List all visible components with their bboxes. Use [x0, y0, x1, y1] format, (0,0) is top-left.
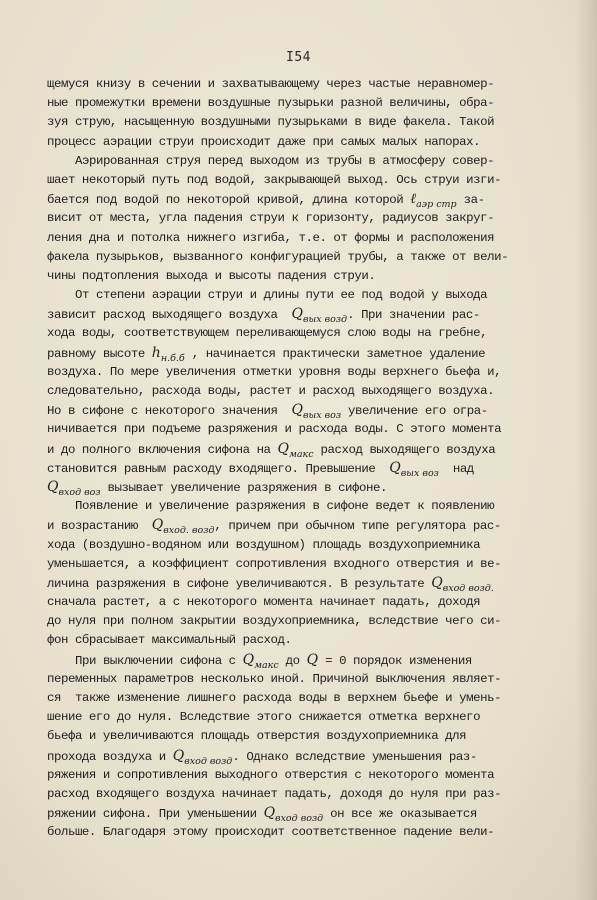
text-line: процесс аэрации струи происходит даже при самых малых напорах. — [47, 134, 481, 149]
text-line — [47, 574, 557, 593]
formula-subscript: вход. возд — [163, 525, 215, 537]
text-line — [47, 305, 557, 324]
text-segment: Но в сифоне с некоторого значения — [47, 404, 292, 419]
formula-q-vyh-voz — [291, 402, 342, 421]
text-line: висит от места, угла падения струи к горизонту, радиусов закруг- — [47, 211, 495, 226]
formula-q-maks — [277, 440, 314, 460]
formula-main: Q — [47, 478, 59, 495]
text-line: фон сбрасывает максимальный расход. — [47, 633, 292, 648]
body-text — [47, 75, 557, 843]
text-line: щемуся книзу в сечении и захватывающему через частые неравномер- — [47, 77, 495, 91]
paragraph-start-line: От степени аэрации струи и длины пути ее под водой у выхода — [75, 288, 488, 303]
text-segment: , причем при обычном типе регулятора рас- — [214, 519, 501, 534]
formula-main: Q — [291, 306, 303, 323]
text-line — [47, 459, 557, 478]
text-line: бьефа и увеличиваются площадь отверстия воздухоприемника для — [47, 729, 467, 744]
text-segment: личина разряжения в сифоне увеличиваются. В результате — [47, 576, 432, 591]
text-line: чины подтопления выхода и высоты падения струи. — [47, 268, 376, 283]
text-segment: за- — [456, 193, 485, 208]
formula-q: Q — [306, 651, 319, 668]
text-line: больше. Благодаря этому происходит соответственное падение вели- — [47, 825, 495, 840]
formula-l-aer-str — [410, 191, 457, 210]
text-line: уменьшается, а коэффициент сопротивления входного отверстия и ве- — [47, 556, 502, 571]
paragraph-start-line — [47, 651, 557, 670]
text-segment: и возрастанию — [47, 519, 152, 534]
formula-subscript: вых воз — [302, 409, 342, 421]
text-segment: , начинается практически заметное удаление — [184, 346, 486, 361]
text-line: ряжения и сопротивления выходного отверстия с некоторого момента — [47, 767, 495, 782]
text-line: переменных параметров несколько иной. Причиной выключения являет- — [47, 671, 502, 686]
text-segment: . При значении рас- — [347, 308, 480, 323]
text-segment: он все же оказывается — [323, 807, 477, 822]
text-segment: зависит расход выходящего воздуха — [47, 308, 292, 323]
formula-q-vhod-vozd-4 — [263, 805, 324, 824]
text-line: до нуля при полном закрытии воздухоприемника, вследствие чего си- — [47, 614, 502, 629]
formula-main: Q — [291, 402, 303, 419]
text-line: шение его до нуля. Вследствие этого снижается отметка верхнего — [47, 710, 481, 725]
formula-q-maks-2 — [242, 651, 279, 671]
text-segment: над — [438, 461, 474, 476]
text-segment: равному высоте — [47, 346, 152, 361]
text-line: хода воды, соответствующем переливающемуся слою воды на гребне, — [47, 326, 488, 341]
formula-subscript: макс — [254, 659, 279, 671]
text-segment: ряжении сифона. При уменьшении — [47, 807, 264, 822]
formula-q-vhod-vozd-2 — [431, 574, 494, 594]
text-line — [47, 190, 557, 209]
paragraph-start-line: Появление и увеличение разряжения в сифоне ведет к появлению — [75, 499, 495, 514]
text-line: воздуха. По мере увеличения отметки уровня воды верхнего бьефа и, — [47, 364, 502, 379]
text-line: ся также изменение лишнего расхода воды в верхнем бьефе и умень- — [47, 691, 502, 705]
text-segment: . Однако вследствие уменьшения раз- — [232, 749, 477, 764]
text-line — [47, 401, 557, 420]
formula-main: Q — [389, 459, 401, 476]
text-line: ления дна и потолка нижнего изгиба, т.е. от формы и расположения — [47, 230, 495, 245]
formula-subscript: вход возд — [184, 755, 233, 767]
text-line: шает некоторый путь под водой, закрывающей выход. Ось струи изги- — [47, 172, 502, 187]
page-edge-shadow — [575, 0, 597, 900]
formula-subscript: вход возд — [275, 812, 324, 824]
text-segment: и до полного включения сифона на — [47, 442, 278, 457]
text-segment: = 0 порядок изменения — [318, 653, 472, 668]
formula-main: Q — [431, 574, 443, 591]
formula-main: h — [151, 344, 161, 361]
text-line: следовательно, расхода воды, растет и расход выходящего воздуха. — [47, 384, 495, 398]
formula-q-vyh-voz-2 — [389, 459, 439, 479]
text-line: факела пузырьков, вызванного конфигурацией трубы, а также от вели- — [47, 249, 509, 264]
formula-subscript: вых воз — [400, 467, 439, 479]
formula-subscript: вход возд. — [442, 582, 494, 594]
text-line — [47, 440, 557, 459]
formula-subscript: макс — [289, 448, 314, 460]
page-number: I54 — [286, 50, 311, 65]
text-segment: При выключении сифона с — [75, 653, 243, 668]
text-line — [47, 516, 557, 535]
formula-main: Q — [277, 440, 290, 457]
text-line: хода (воздушно-водяном или воздушном) площадь воздухоприемника — [47, 537, 481, 552]
formula-subscript: н.б.б — [160, 352, 185, 364]
text-line: расход входящего воздуха начинает падать, доходя до нуля при раз- — [47, 786, 502, 801]
text-line: ные промежутки времени воздушные пузырьки разной величины, обра- — [47, 96, 495, 111]
formula-subscript: вых возд — [302, 314, 348, 326]
formula-h-nbb — [151, 344, 185, 364]
text-segment: увеличение его огра- — [341, 404, 488, 419]
formula-q-vhod-vozd-3 — [172, 747, 233, 767]
formula-subscript: аэр стр — [416, 198, 457, 210]
formula-subscript: вход воз — [58, 486, 101, 498]
text-segment: расход выходящего воздуха — [313, 442, 496, 457]
text-line: ничивается при подъеме разряжения и расхода воды. С этого момента — [47, 422, 502, 437]
text-line: сначала растет, а с некоторого момента начинает падать, доходя — [47, 595, 481, 610]
formula-q-vyh-vozd — [291, 306, 348, 326]
paragraph-start-line: Аэрированная струя перед выходом из трубы в атмосферу совер- — [75, 153, 495, 168]
text-line — [47, 747, 557, 766]
text-segment: бается под водой по некоторой кривой, длина которой — [47, 193, 411, 208]
text-line — [47, 804, 557, 823]
text-line: зуя струю, насыщенную воздушными пузырьками в виде факела. Такой — [47, 115, 495, 130]
formula-q-vhod-voz — [47, 478, 101, 498]
text-line — [47, 478, 557, 497]
text-line — [47, 344, 557, 363]
formula-main: Q — [151, 517, 164, 534]
formula-main: Q — [172, 747, 185, 764]
formula-main: Q — [242, 651, 255, 668]
text-segment: становится равным расходу входящего. Превышение — [47, 461, 390, 476]
formula-q-vhod-vozd — [151, 517, 215, 537]
text-segment: вызывает увеличение разряжения в сифоне. — [100, 480, 387, 495]
formula-main: Q — [263, 805, 276, 822]
text-segment: прохода воздуха и — [47, 749, 173, 764]
formula-main: ℓ — [410, 191, 417, 208]
text-segment: до — [278, 653, 307, 668]
